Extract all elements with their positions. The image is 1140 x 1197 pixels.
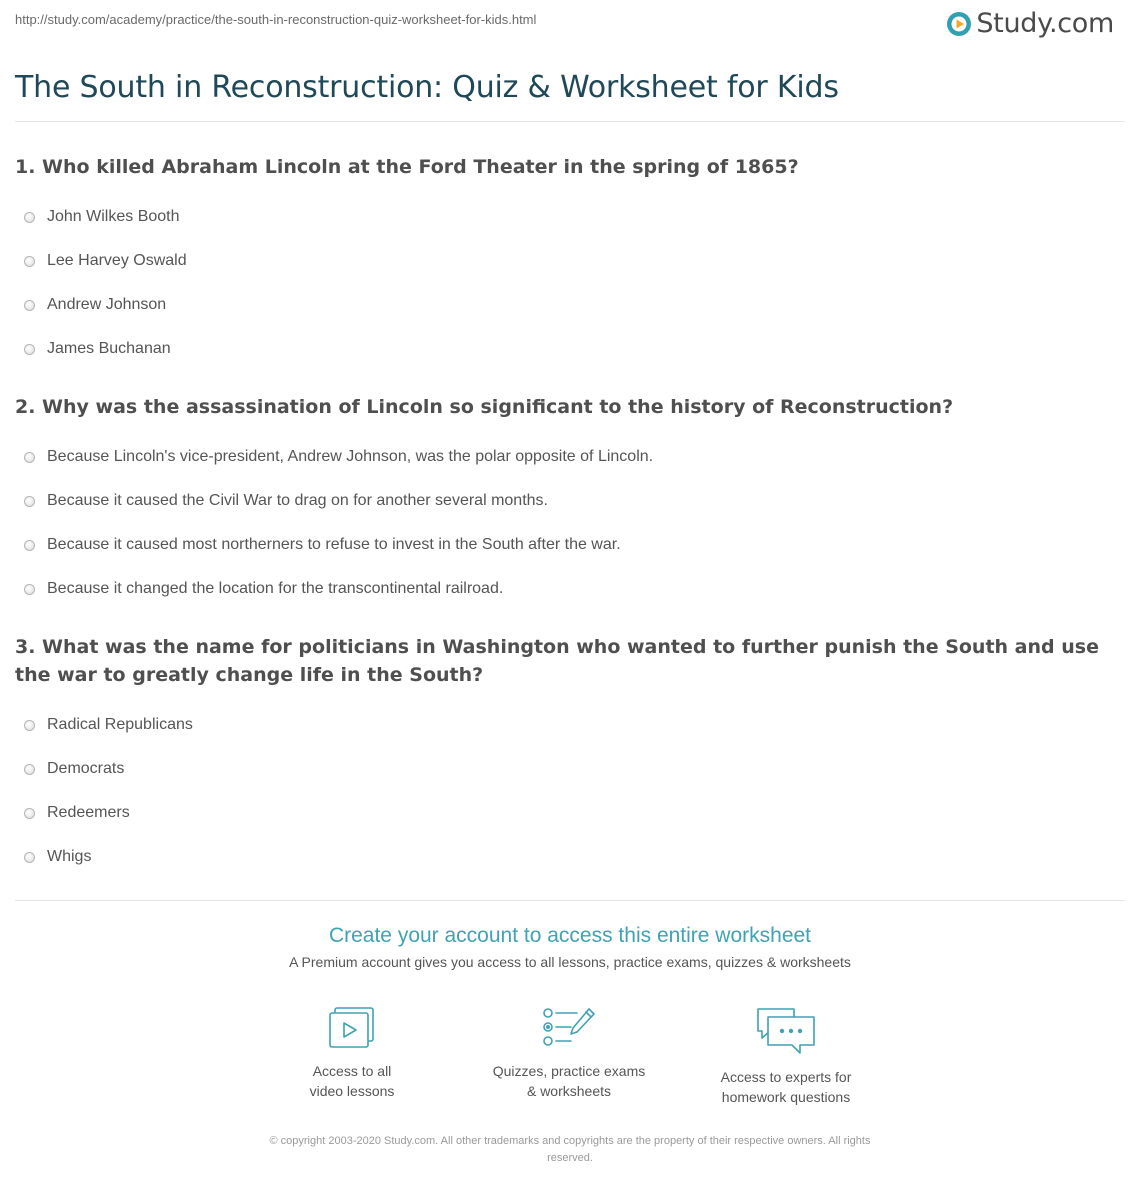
feature-label: Access to experts for homework questions (720, 1069, 852, 1105)
answer-label: Democrats (47, 760, 125, 777)
promo-subheading: A Premium account gives you access to all lessons, practice exams, quizzes & worksheets (289, 954, 851, 970)
title-divider (15, 121, 1125, 122)
answer-label: Because it caused most northerners to refuse to invest in the South after the war. (47, 536, 621, 553)
radio-button[interactable] (24, 720, 35, 731)
study-logo[interactable] (946, 9, 1114, 39)
radio-button[interactable] (24, 808, 35, 819)
feature-label: Access to all video lessons (309, 1063, 395, 1099)
radio-button[interactable] (24, 212, 35, 223)
radio-button[interactable] (24, 344, 35, 355)
answer-option[interactable] (15, 239, 1125, 283)
answer-option[interactable] (15, 283, 1125, 327)
answer-label: Because it caused the Civil War to drag on for another several months. (47, 492, 548, 509)
page-url: http://study.com/academy/practice/the-south-in-reconstruction-quiz-worksheet-for-kids.html (15, 12, 537, 27)
question-1 (15, 153, 1125, 371)
quiz-checklist-icon (541, 1005, 597, 1051)
answer-option[interactable] (15, 703, 1125, 747)
radio-button[interactable] (24, 584, 35, 595)
answer-option[interactable] (15, 567, 1125, 611)
logo-text: Study.com (976, 8, 1114, 39)
answer-option[interactable] (15, 835, 1125, 879)
answer-option[interactable] (15, 791, 1125, 835)
answer-options (15, 435, 1125, 611)
answer-label: Redeemers (47, 804, 130, 821)
feature-video-lessons (252, 1005, 452, 1101)
answer-label: Because Lincoln's vice-president, Andrew Johnson, was the polar opposite of Lincoln. (47, 448, 654, 465)
copyright-notice: © copyright 2003-2020 Study.com. All other trademarks and copyrights are the property of their respective owners. All rights reserved. (269, 1135, 871, 1164)
answer-label: Because it changed the location for the transcontinental railroad. (47, 580, 504, 597)
answer-options (15, 703, 1125, 879)
answer-option[interactable] (15, 479, 1125, 523)
question-text: 1. Who killed Abraham Lincoln at the Ford Theater in the spring of 1865? (15, 156, 799, 178)
promo-divider (15, 900, 1125, 901)
answer-label: Lee Harvey Oswald (47, 252, 187, 269)
answer-options (15, 195, 1125, 371)
page-title: The South in Reconstruction: Quiz & Worksheet for Kids (15, 70, 839, 105)
create-account-link[interactable]: Create your account to access this entire worksheet (328, 924, 812, 947)
answer-label: John Wilkes Booth (47, 208, 180, 225)
chat-bubbles-icon (754, 1005, 818, 1057)
answer-label: James Buchanan (47, 340, 171, 357)
radio-button[interactable] (24, 452, 35, 463)
question-2 (15, 393, 1125, 611)
radio-button[interactable] (24, 496, 35, 507)
video-lessons-icon (326, 1005, 378, 1051)
answer-option[interactable] (15, 523, 1125, 567)
question-text: 3. What was the name for politicians in Washington who wanted to further punish the South and use the war to greatly change life in the South? (15, 636, 1099, 686)
feature-experts (686, 1005, 886, 1107)
question-text: 2. Why was the assassination of Lincoln so significant to the history of Reconstruction? (15, 396, 954, 418)
question-3 (15, 633, 1125, 879)
radio-button[interactable] (24, 300, 35, 311)
radio-button[interactable] (24, 540, 35, 551)
feature-label: Quizzes, practice exams & worksheets (492, 1063, 646, 1099)
answer-label: Andrew Johnson (47, 296, 167, 313)
feature-quizzes (469, 1005, 669, 1101)
answer-option[interactable] (15, 327, 1125, 371)
answer-option[interactable] (15, 195, 1125, 239)
answer-label: Whigs (47, 848, 92, 865)
radio-button[interactable] (24, 852, 35, 863)
answer-option[interactable] (15, 747, 1125, 791)
play-logo-icon (946, 11, 972, 37)
radio-button[interactable] (24, 256, 35, 267)
answer-option[interactable] (15, 435, 1125, 479)
radio-button[interactable] (24, 764, 35, 775)
answer-label: Radical Republicans (47, 716, 193, 733)
